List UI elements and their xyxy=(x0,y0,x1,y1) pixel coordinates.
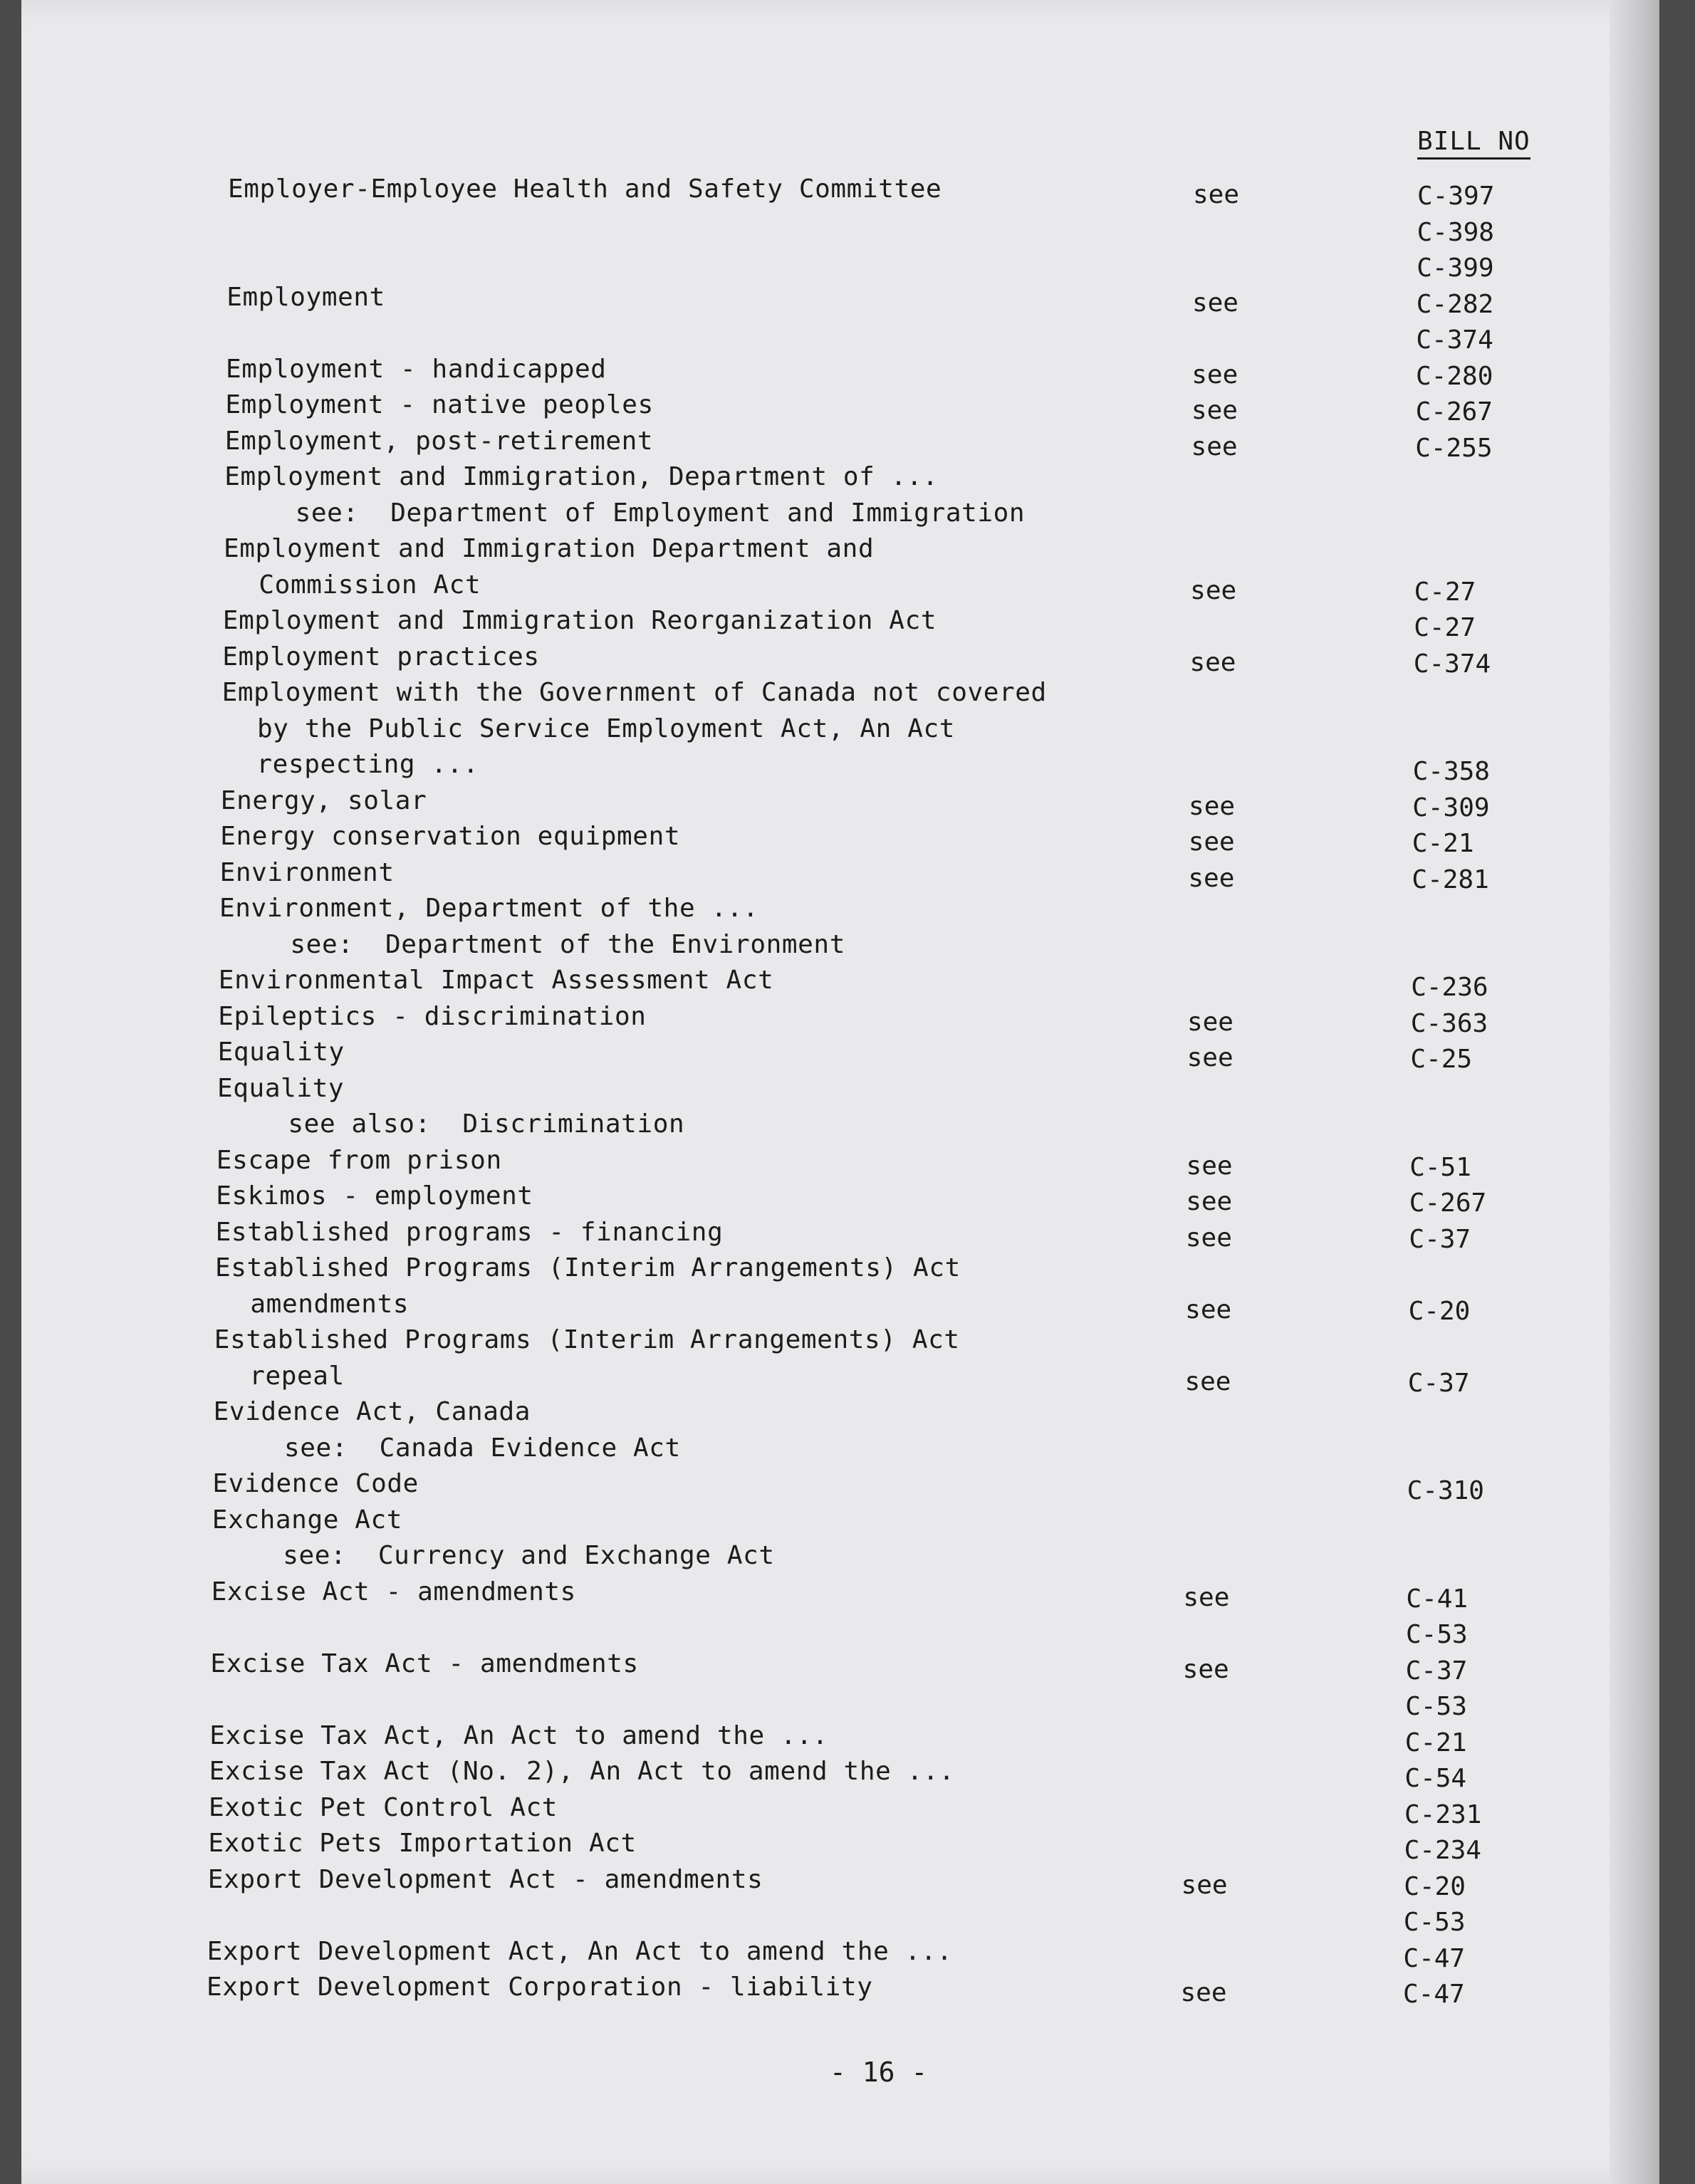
bill-number: C-25 xyxy=(1410,1045,1473,1074)
entry-heading: Employment - handicapped xyxy=(226,354,607,384)
entry-heading: Evidence Act, Canada xyxy=(213,1397,531,1426)
bill-number: C-280 xyxy=(1416,361,1493,391)
entry-heading: Exotic Pet Control Act xyxy=(209,1792,558,1822)
entry-heading: Employment - native peoples xyxy=(225,390,654,419)
entry-heading: Established Programs (Interim Arrangements) Act xyxy=(214,1325,960,1354)
bill-number: C-20 xyxy=(1408,1296,1471,1326)
bill-number: C-281 xyxy=(1412,864,1489,894)
entry-heading: Export Development Act, An Act to amend the ... xyxy=(207,1936,953,1966)
entry-heading: Eskimos - employment xyxy=(216,1181,533,1211)
bill-number: C-398 xyxy=(1417,217,1494,247)
entry-continuation: see: Department of the Environment xyxy=(290,929,845,959)
entry-continuation: repeal xyxy=(249,1361,345,1391)
see-reference: see xyxy=(1191,360,1238,390)
see-reference: see xyxy=(1184,1367,1231,1396)
bill-number: C-27 xyxy=(1414,613,1476,642)
entry-heading: Employment with the Government of Canada not covered xyxy=(221,678,1047,707)
entry-continuation: see: Department of Employment and Immigration xyxy=(295,498,1026,528)
entry-heading: Environment, Department of the ... xyxy=(219,894,759,923)
bill-number: C-53 xyxy=(1403,1908,1466,1937)
see-reference: see xyxy=(1185,1223,1232,1253)
entry-heading: Employment and Immigration Reorganization Act xyxy=(222,606,937,635)
bill-number: C-358 xyxy=(1412,757,1490,786)
bill-number: C-397 xyxy=(1417,182,1495,211)
entry-continuation: respecting ... xyxy=(256,750,479,779)
entry-heading: Excise Tax Act - amendments xyxy=(210,1649,639,1678)
entry-heading: Environment xyxy=(219,857,395,887)
bill-number: C-51 xyxy=(1409,1152,1471,1182)
entry-continuation: Commission Act xyxy=(259,570,481,600)
bill-number: C-282 xyxy=(1416,289,1494,319)
see-reference: see xyxy=(1188,863,1235,893)
bill-number: C-37 xyxy=(1405,1656,1468,1686)
bill-number: C-20 xyxy=(1404,1871,1466,1901)
bill-number: C-53 xyxy=(1405,1692,1467,1721)
bill-number: C-27 xyxy=(1414,577,1476,607)
bill-number: C-231 xyxy=(1404,1799,1482,1829)
see-reference: see xyxy=(1186,1151,1233,1181)
see-reference: see xyxy=(1193,180,1240,209)
entry-heading: Employment practices xyxy=(222,642,540,672)
entry-continuation: see also: Discrimination xyxy=(288,1109,685,1139)
bill-number: C-37 xyxy=(1409,1224,1471,1254)
see-reference: see xyxy=(1186,1043,1234,1072)
bill-number: C-234 xyxy=(1404,1836,1481,1865)
see-reference: see xyxy=(1188,827,1235,857)
bill-number: C-310 xyxy=(1407,1476,1484,1505)
entry-continuation: by the Public Service Employment Act, An Act xyxy=(257,714,956,743)
see-reference: see xyxy=(1181,1870,1228,1900)
bill-number: C-374 xyxy=(1416,325,1493,355)
bill-number: C-41 xyxy=(1406,1584,1469,1614)
entry-heading: Equality xyxy=(217,1073,345,1103)
bill-number: C-47 xyxy=(1403,1943,1466,1973)
bill-number: C-21 xyxy=(1404,1728,1467,1757)
bill-number: C-374 xyxy=(1413,649,1491,679)
entry-heading: Excise Act - amendments xyxy=(211,1577,576,1606)
entry-heading: Employer-Employee Health and Safety Committee xyxy=(228,174,942,204)
see-reference: see xyxy=(1182,1654,1229,1684)
entry-heading: Export Development Corporation - liability xyxy=(207,1973,873,2002)
entry-heading: Environmental Impact Assessment Act xyxy=(218,966,774,995)
entry-heading: Equality xyxy=(217,1038,345,1067)
bill-number: C-236 xyxy=(1411,973,1488,1002)
see-reference: see xyxy=(1180,1978,1227,2007)
entry-continuation: amendments xyxy=(250,1289,410,1319)
entry-heading: Exotic Pets Importation Act xyxy=(208,1829,637,1858)
bill-number: C-309 xyxy=(1412,793,1490,822)
see-reference: see xyxy=(1191,288,1238,318)
entry-heading: Employment and Immigration Department and xyxy=(224,534,875,563)
entry-heading: Epileptics - discrimination xyxy=(218,1001,647,1031)
see-reference: see xyxy=(1189,791,1236,821)
entry-heading: Excise Tax Act, An Act to amend the ... xyxy=(209,1720,828,1750)
bill-number: C-47 xyxy=(1403,1980,1465,2009)
bill-number: C-267 xyxy=(1415,397,1493,427)
entry-heading: Employment xyxy=(226,282,385,312)
entry-heading: Established programs - financing xyxy=(215,1217,724,1247)
bill-number: C-255 xyxy=(1415,433,1493,463)
see-reference: see xyxy=(1190,575,1237,605)
entry-heading: Employment and Immigration, Department of ... xyxy=(224,462,939,491)
bill-number: C-267 xyxy=(1409,1188,1487,1218)
see-reference: see xyxy=(1183,1582,1230,1612)
bill-number: C-21 xyxy=(1412,829,1474,858)
entry-continuation: see: Canada Evidence Act xyxy=(284,1433,681,1463)
entry-continuation: see: Currency and Exchange Act xyxy=(283,1541,775,1570)
page-number: - 16 - xyxy=(830,2057,928,2088)
see-reference: see xyxy=(1186,1187,1233,1216)
bill-number: C-53 xyxy=(1406,1620,1468,1649)
entry-heading: Energy conservation equipment xyxy=(220,822,681,851)
entry-heading: Export Development Act - amendments xyxy=(207,1864,763,1894)
see-reference: see xyxy=(1191,432,1238,461)
bill-number: C-399 xyxy=(1417,254,1494,283)
bill-number: C-363 xyxy=(1410,1008,1488,1038)
entry-heading: Established Programs (Interim Arrangements) Act xyxy=(215,1253,961,1282)
document-page xyxy=(21,0,1659,2184)
page-fold xyxy=(1610,0,1659,2184)
entry-heading: Employment, post-retirement xyxy=(224,426,654,456)
see-reference: see xyxy=(1191,396,1238,425)
bill-no-header: BILL NO xyxy=(1417,127,1530,160)
bill-number: C-37 xyxy=(1407,1368,1470,1398)
bill-number: C-54 xyxy=(1404,1764,1467,1793)
entry-heading: Energy, solar xyxy=(220,785,427,815)
entry-heading: Exchange Act xyxy=(212,1505,403,1535)
see-reference: see xyxy=(1189,647,1236,677)
entry-heading: Escape from prison xyxy=(216,1145,502,1175)
see-reference: see xyxy=(1185,1295,1232,1324)
see-reference: see xyxy=(1186,1007,1234,1037)
entry-heading: Excise Tax Act (No. 2), An Act to amend the ... xyxy=(209,1757,955,1786)
entry-heading: Evidence Code xyxy=(212,1469,419,1498)
